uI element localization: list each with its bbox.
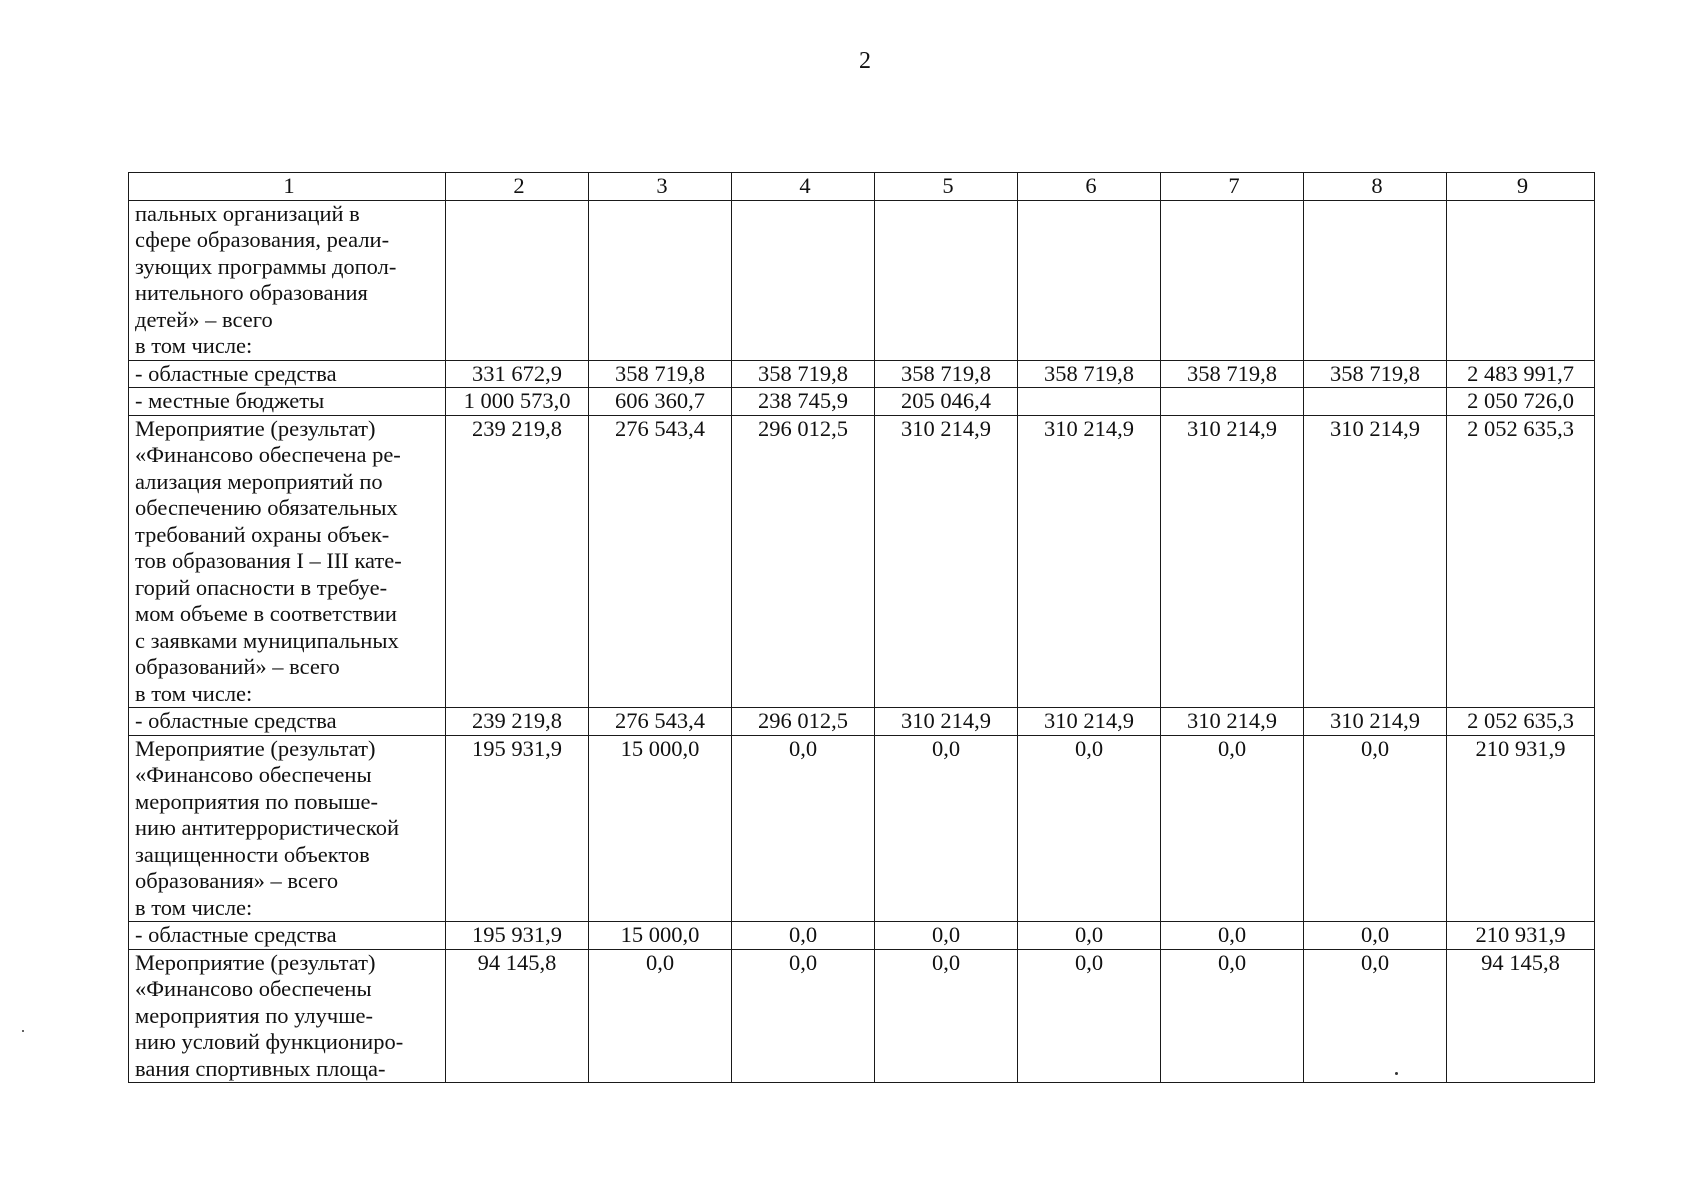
value-cell: 358 719,8: [1018, 360, 1161, 388]
value-cell: 0,0: [1161, 735, 1304, 922]
value-cell: [875, 200, 1018, 360]
value-cell: 0,0: [875, 735, 1018, 922]
total-cell: 2 483 991,7: [1447, 360, 1595, 388]
value-cell: 0,0: [732, 949, 875, 1083]
value-cell: 0,0: [732, 922, 875, 950]
row-description: - областные средства: [129, 922, 446, 950]
total-cell: 2 052 635,3: [1447, 708, 1595, 736]
value-cell: 606 360,7: [589, 388, 732, 416]
row-description: Мероприятие (результат) «Финансово обеспечены мероприятия по повыше- нию антитеррористической защищенности объектов образования» – всего в том числе:: [129, 735, 446, 922]
value-cell: 358 719,8: [589, 360, 732, 388]
scan-speck: [1395, 1072, 1398, 1075]
row-description: - областные средства: [129, 360, 446, 388]
row-description: - местные бюджеты: [129, 388, 446, 416]
row-description: - областные средства: [129, 708, 446, 736]
value-cell: [1161, 200, 1304, 360]
value-cell: 15 000,0: [589, 922, 732, 950]
value-cell: 0,0: [1018, 735, 1161, 922]
value-cell: [1018, 388, 1161, 416]
column-number-header: 5: [875, 173, 1018, 201]
scan-speck: [22, 1030, 24, 1032]
value-cell: 310 214,9: [1304, 708, 1447, 736]
column-number-header: 9: [1447, 173, 1595, 201]
column-number-row: [129, 173, 1595, 201]
table-row: [129, 735, 1595, 922]
row-description: пальных организаций в сфере образования, реали- зующих программы допол- нительного образования детей» – всего в том числе:: [129, 200, 446, 360]
value-cell: 310 214,9: [1018, 708, 1161, 736]
table-row: [129, 200, 1595, 360]
value-cell: 310 214,9: [1018, 415, 1161, 708]
value-cell: 0,0: [1304, 922, 1447, 950]
value-cell: 195 931,9: [446, 922, 589, 950]
total-cell: 2 052 635,3: [1447, 415, 1595, 708]
value-cell: 238 745,9: [732, 388, 875, 416]
table-row: [129, 922, 1595, 950]
value-cell: 296 012,5: [732, 708, 875, 736]
value-cell: 331 672,9: [446, 360, 589, 388]
column-number-header: 7: [1161, 173, 1304, 201]
value-cell: 0,0: [875, 949, 1018, 1083]
table-row: [129, 949, 1595, 1083]
value-cell: 239 219,8: [446, 415, 589, 708]
row-description: Мероприятие (результат) «Финансово обеспечены мероприятия по улучше- нию условий функциониро- вания спортивных площа-: [129, 949, 446, 1083]
value-cell: 296 012,5: [732, 415, 875, 708]
total-cell: [1447, 200, 1595, 360]
value-cell: 0,0: [589, 949, 732, 1083]
value-cell: 310 214,9: [875, 415, 1018, 708]
value-cell: 1 000 573,0: [446, 388, 589, 416]
value-cell: 195 931,9: [446, 735, 589, 922]
value-cell: 0,0: [1304, 949, 1447, 1083]
column-number-header: 1: [129, 173, 446, 201]
column-number-header: 8: [1304, 173, 1447, 201]
value-cell: 358 719,8: [875, 360, 1018, 388]
table-row: [129, 708, 1595, 736]
value-cell: 358 719,8: [1161, 360, 1304, 388]
value-cell: 276 543,4: [589, 708, 732, 736]
value-cell: [446, 200, 589, 360]
value-cell: 0,0: [1161, 922, 1304, 950]
value-cell: 0,0: [732, 735, 875, 922]
value-cell: [1161, 388, 1304, 416]
total-cell: 2 050 726,0: [1447, 388, 1595, 416]
value-cell: [1304, 388, 1447, 416]
column-number-header: 6: [1018, 173, 1161, 201]
value-cell: 358 719,8: [732, 360, 875, 388]
column-number-header: 4: [732, 173, 875, 201]
total-cell: 210 931,9: [1447, 735, 1595, 922]
table-row: [129, 388, 1595, 416]
table-row: [129, 360, 1595, 388]
budget-table: [128, 172, 1595, 1083]
value-cell: 0,0: [875, 922, 1018, 950]
value-cell: 310 214,9: [1304, 415, 1447, 708]
value-cell: 310 214,9: [1161, 708, 1304, 736]
value-cell: 358 719,8: [1304, 360, 1447, 388]
column-number-header: 3: [589, 173, 732, 201]
page-number: 2: [859, 48, 871, 74]
value-cell: [1304, 200, 1447, 360]
row-description: Мероприятие (результат) «Финансово обеспечена ре- ализация мероприятий по обеспечению обязательных требований охраны объек- тов образования I – III кате- горий опасности в требуе- мом объеме в соответствии с заявками муниципальных образований» – всего в том числе:: [129, 415, 446, 708]
value-cell: 276 543,4: [589, 415, 732, 708]
value-cell: [732, 200, 875, 360]
value-cell: 94 145,8: [446, 949, 589, 1083]
table-row: [129, 415, 1595, 708]
value-cell: [589, 200, 732, 360]
value-cell: 0,0: [1161, 949, 1304, 1083]
total-cell: 94 145,8: [1447, 949, 1595, 1083]
value-cell: 0,0: [1018, 922, 1161, 950]
column-number-header: 2: [446, 173, 589, 201]
value-cell: [1018, 200, 1161, 360]
value-cell: 0,0: [1304, 735, 1447, 922]
total-cell: 210 931,9: [1447, 922, 1595, 950]
value-cell: 310 214,9: [875, 708, 1018, 736]
value-cell: 0,0: [1018, 949, 1161, 1083]
value-cell: 239 219,8: [446, 708, 589, 736]
value-cell: 15 000,0: [589, 735, 732, 922]
value-cell: 310 214,9: [1161, 415, 1304, 708]
value-cell: 205 046,4: [875, 388, 1018, 416]
